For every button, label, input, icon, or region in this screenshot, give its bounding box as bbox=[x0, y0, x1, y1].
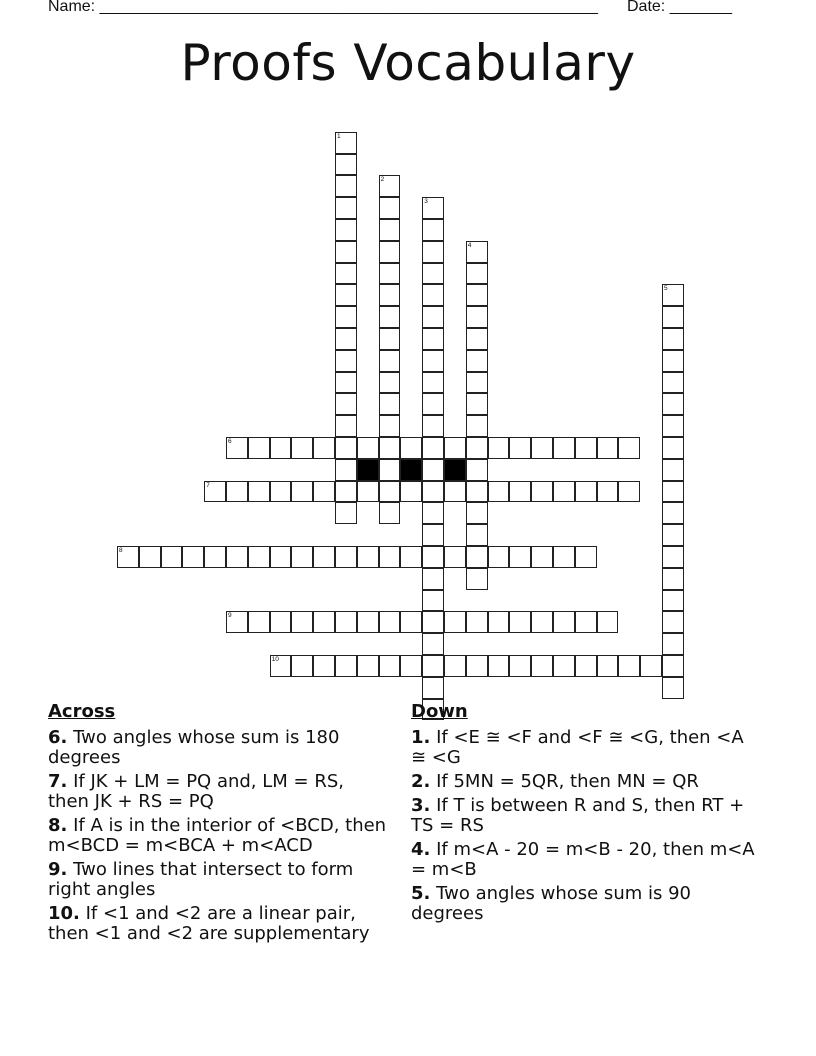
grid-cell[interactable] bbox=[291, 655, 313, 677]
grid-cell[interactable] bbox=[662, 590, 684, 612]
grid-cell[interactable] bbox=[662, 415, 684, 437]
grid-cell[interactable] bbox=[662, 611, 684, 633]
grid-cell[interactable] bbox=[379, 502, 401, 524]
clue-across-10 bbox=[48, 904, 388, 944]
grid-cell[interactable] bbox=[509, 437, 531, 459]
grid-cell[interactable] bbox=[488, 546, 510, 568]
cell-number: 9 bbox=[228, 612, 232, 620]
grid-cell[interactable] bbox=[379, 263, 401, 285]
grid-cell[interactable] bbox=[161, 546, 183, 568]
grid-cell[interactable] bbox=[553, 481, 575, 503]
grid-cell[interactable] bbox=[379, 197, 401, 219]
grid-cell[interactable] bbox=[400, 611, 422, 633]
grid-cell[interactable] bbox=[662, 372, 684, 394]
grid-cell[interactable] bbox=[357, 481, 379, 503]
clue-number: 8. bbox=[48, 815, 68, 836]
grid-cell[interactable] bbox=[466, 328, 488, 350]
grid-cell[interactable] bbox=[466, 372, 488, 394]
grid-block-cell bbox=[444, 459, 466, 481]
grid-cell[interactable] bbox=[379, 481, 401, 503]
grid-cell[interactable] bbox=[422, 284, 444, 306]
grid-cell[interactable] bbox=[618, 655, 640, 677]
grid-cell[interactable] bbox=[357, 611, 379, 633]
grid-cell[interactable] bbox=[357, 437, 379, 459]
grid-cell[interactable] bbox=[248, 437, 270, 459]
clue-text: If JK + LM = PQ and, LM = RS, then JK + RS = PQ bbox=[48, 771, 344, 812]
grid-cell[interactable] bbox=[313, 655, 335, 677]
grid-cell[interactable] bbox=[422, 568, 444, 590]
grid-cell[interactable] bbox=[488, 481, 510, 503]
name-field-label: Name: ________________________________________________________ bbox=[48, 0, 598, 15]
grid-cell[interactable] bbox=[335, 132, 357, 154]
clue-number: 10. bbox=[48, 903, 80, 924]
grid-cell[interactable] bbox=[466, 306, 488, 328]
grid-cell[interactable] bbox=[335, 655, 357, 677]
clue-text: If <1 and <2 are a linear pair, then <1 and <2 are supplementary bbox=[48, 903, 370, 944]
across-heading: Across bbox=[48, 701, 116, 722]
grid-cell[interactable] bbox=[553, 611, 575, 633]
clue-across-9 bbox=[48, 860, 388, 900]
grid-cell[interactable] bbox=[291, 611, 313, 633]
grid-cell[interactable] bbox=[422, 372, 444, 394]
grid-cell[interactable] bbox=[466, 415, 488, 437]
grid-cell[interactable] bbox=[422, 263, 444, 285]
grid-cell[interactable] bbox=[226, 546, 248, 568]
grid-cell[interactable] bbox=[466, 524, 488, 546]
grid-cell[interactable] bbox=[422, 306, 444, 328]
grid-cell[interactable] bbox=[379, 611, 401, 633]
grid-cell[interactable] bbox=[335, 437, 357, 459]
clue-number: 9. bbox=[48, 859, 68, 880]
grid-cell[interactable] bbox=[139, 546, 161, 568]
grid-cell[interactable] bbox=[466, 241, 488, 263]
clue-across-8 bbox=[48, 816, 388, 856]
grid-cell[interactable] bbox=[400, 546, 422, 568]
grid-cell[interactable] bbox=[444, 611, 466, 633]
grid-cell[interactable] bbox=[335, 546, 357, 568]
grid-cell[interactable] bbox=[335, 197, 357, 219]
grid-cell[interactable] bbox=[662, 350, 684, 372]
grid-cell[interactable] bbox=[226, 437, 248, 459]
grid-cell[interactable] bbox=[270, 655, 292, 677]
down-clues bbox=[411, 702, 756, 928]
grid-cell[interactable] bbox=[575, 611, 597, 633]
grid-cell[interactable] bbox=[422, 219, 444, 241]
clue-down-5 bbox=[411, 884, 756, 924]
grid-cell[interactable] bbox=[531, 437, 553, 459]
grid-cell[interactable] bbox=[444, 655, 466, 677]
grid-cell[interactable] bbox=[662, 284, 684, 306]
grid-cell[interactable] bbox=[618, 481, 640, 503]
grid-cell[interactable] bbox=[640, 655, 662, 677]
grid-cell[interactable] bbox=[662, 306, 684, 328]
clue-number: 3. bbox=[411, 795, 431, 816]
grid-cell[interactable] bbox=[422, 328, 444, 350]
grid-cell[interactable] bbox=[531, 546, 553, 568]
clue-text: Two angles whose sum is 90 degrees bbox=[411, 883, 691, 924]
grid-cell[interactable] bbox=[422, 524, 444, 546]
grid-cell[interactable] bbox=[379, 175, 401, 197]
grid-cell[interactable] bbox=[379, 655, 401, 677]
cell-number: 7 bbox=[206, 481, 210, 489]
grid-cell[interactable] bbox=[488, 611, 510, 633]
grid-cell[interactable] bbox=[531, 481, 553, 503]
grid-cell[interactable] bbox=[466, 350, 488, 372]
grid-cell[interactable] bbox=[226, 481, 248, 503]
grid-cell[interactable] bbox=[379, 219, 401, 241]
grid-cell[interactable] bbox=[335, 611, 357, 633]
grid-cell[interactable] bbox=[379, 328, 401, 350]
clue-down-2 bbox=[411, 772, 756, 792]
grid-cell[interactable] bbox=[662, 633, 684, 655]
clue-across-6 bbox=[48, 728, 388, 768]
grid-cell[interactable] bbox=[422, 677, 444, 699]
puzzle-title: Proofs Vocabulary bbox=[180, 34, 636, 92]
grid-cell[interactable] bbox=[662, 393, 684, 415]
grid-cell[interactable] bbox=[466, 546, 488, 568]
grid-cell[interactable] bbox=[422, 437, 444, 459]
grid-cell[interactable] bbox=[270, 437, 292, 459]
grid-cell[interactable] bbox=[422, 502, 444, 524]
cell-number: 2 bbox=[380, 176, 385, 184]
grid-cell[interactable] bbox=[182, 546, 204, 568]
cell-number: 8 bbox=[119, 547, 123, 554]
grid-cell[interactable] bbox=[466, 481, 488, 503]
grid-cell[interactable] bbox=[466, 284, 488, 306]
grid-cell[interactable] bbox=[117, 546, 139, 568]
grid-cell[interactable] bbox=[248, 481, 270, 503]
grid-cell[interactable] bbox=[379, 372, 401, 394]
grid-cell[interactable] bbox=[379, 306, 401, 328]
grid-cell[interactable] bbox=[662, 437, 684, 459]
grid-cell[interactable] bbox=[400, 655, 422, 677]
grid-cell[interactable] bbox=[400, 437, 422, 459]
grid-cell[interactable] bbox=[553, 546, 575, 568]
grid-cell[interactable] bbox=[313, 481, 335, 503]
grid-cell[interactable] bbox=[313, 437, 335, 459]
grid-cell[interactable] bbox=[597, 655, 619, 677]
grid-cell[interactable] bbox=[597, 437, 619, 459]
grid-cell[interactable] bbox=[379, 241, 401, 263]
grid-cell[interactable] bbox=[422, 197, 444, 219]
grid-cell[interactable] bbox=[531, 611, 553, 633]
clue-text: If T is between R and S, then RT + TS = RS bbox=[411, 795, 745, 836]
grid-cell[interactable] bbox=[488, 655, 510, 677]
clue-text: If A is in the interior of <BCD, then m<BCD = m<BCA + m<ACD bbox=[48, 815, 387, 856]
date-field-label: Date: _______ bbox=[627, 0, 732, 15]
grid-block-cell bbox=[400, 459, 422, 481]
grid-cell[interactable] bbox=[379, 459, 401, 481]
grid-cell[interactable] bbox=[466, 611, 488, 633]
grid-cell[interactable] bbox=[422, 415, 444, 437]
clue-number: 1. bbox=[411, 727, 431, 748]
grid-cell[interactable] bbox=[466, 568, 488, 590]
grid-cell[interactable] bbox=[553, 437, 575, 459]
grid-cell[interactable] bbox=[379, 284, 401, 306]
grid-cell[interactable] bbox=[662, 568, 684, 590]
grid-cell[interactable] bbox=[509, 655, 531, 677]
clue-down-3 bbox=[411, 796, 756, 836]
grid-cell[interactable] bbox=[226, 611, 248, 633]
grid-cell[interactable] bbox=[270, 481, 292, 503]
clue-number: 5. bbox=[411, 883, 431, 904]
grid-cell[interactable] bbox=[662, 655, 684, 677]
grid-cell[interactable] bbox=[291, 437, 313, 459]
clue-down-4 bbox=[411, 840, 756, 880]
grid-cell[interactable] bbox=[509, 481, 531, 503]
across-clues bbox=[48, 702, 388, 948]
grid-cell[interactable] bbox=[335, 372, 357, 394]
grid-cell[interactable] bbox=[422, 611, 444, 633]
grid-cell[interactable] bbox=[204, 481, 226, 503]
grid-cell[interactable] bbox=[466, 393, 488, 415]
grid-cell[interactable] bbox=[444, 546, 466, 568]
grid-cell[interactable] bbox=[618, 437, 640, 459]
grid-cell[interactable] bbox=[553, 655, 575, 677]
grid-cell[interactable] bbox=[357, 655, 379, 677]
grid-cell[interactable] bbox=[335, 219, 357, 241]
grid-cell[interactable] bbox=[466, 437, 488, 459]
grid-cell[interactable] bbox=[488, 437, 510, 459]
grid-cell[interactable] bbox=[335, 306, 357, 328]
grid-cell[interactable] bbox=[662, 502, 684, 524]
grid-cell[interactable] bbox=[466, 263, 488, 285]
grid-cell[interactable] bbox=[248, 546, 270, 568]
grid-cell[interactable] bbox=[466, 655, 488, 677]
grid-cell[interactable] bbox=[335, 502, 357, 524]
grid-cell[interactable] bbox=[662, 459, 684, 481]
grid-cell[interactable] bbox=[422, 393, 444, 415]
clue-down-1 bbox=[411, 728, 756, 768]
grid-cell[interactable] bbox=[575, 437, 597, 459]
clue-text: Two angles whose sum is 180 degrees bbox=[48, 727, 340, 768]
cell-number: 4 bbox=[467, 241, 472, 249]
clue-text: If <E ≅ <F and <F ≅ <G, then <A ≅ <G bbox=[411, 727, 744, 768]
grid-cell[interactable] bbox=[575, 655, 597, 677]
grid-cell[interactable] bbox=[662, 481, 684, 503]
grid-cell[interactable] bbox=[335, 175, 357, 197]
grid-cell[interactable] bbox=[379, 350, 401, 372]
clue-text: If m<A - 20 = m<B - 20, then m<A = m<B bbox=[411, 839, 755, 880]
grid-cell[interactable] bbox=[444, 481, 466, 503]
grid-cell[interactable] bbox=[379, 546, 401, 568]
grid-cell[interactable] bbox=[379, 393, 401, 415]
grid-cell[interactable] bbox=[531, 655, 553, 677]
grid-cell[interactable] bbox=[291, 546, 313, 568]
grid-cell[interactable] bbox=[597, 481, 619, 503]
clue-text: If 5MN = 5QR, then MN = QR bbox=[436, 771, 699, 792]
grid-cell[interactable] bbox=[313, 611, 335, 633]
grid-cell[interactable] bbox=[335, 481, 357, 503]
grid-cell[interactable] bbox=[204, 546, 226, 568]
grid-cell[interactable] bbox=[357, 546, 379, 568]
grid-cell[interactable] bbox=[662, 677, 684, 699]
grid-cell[interactable] bbox=[422, 655, 444, 677]
grid-cell[interactable] bbox=[662, 524, 684, 546]
clue-text: Two lines that intersect to form right angles bbox=[48, 859, 354, 900]
grid-cell[interactable] bbox=[335, 415, 357, 437]
grid-cell[interactable] bbox=[662, 328, 684, 350]
grid-cell[interactable] bbox=[248, 611, 270, 633]
grid-cell[interactable] bbox=[422, 633, 444, 655]
grid-cell[interactable] bbox=[466, 502, 488, 524]
grid-cell[interactable] bbox=[422, 590, 444, 612]
grid-cell[interactable] bbox=[335, 154, 357, 176]
grid-cell[interactable] bbox=[422, 546, 444, 568]
grid-cell[interactable] bbox=[335, 350, 357, 372]
grid-cell[interactable] bbox=[335, 263, 357, 285]
grid-cell[interactable] bbox=[335, 241, 357, 263]
grid-cell[interactable] bbox=[662, 546, 684, 568]
grid-cell[interactable] bbox=[335, 393, 357, 415]
grid-cell[interactable] bbox=[422, 350, 444, 372]
clue-number: 4. bbox=[411, 839, 431, 860]
grid-cell[interactable] bbox=[335, 284, 357, 306]
cell-number: 6 bbox=[228, 438, 232, 445]
clue-across-7 bbox=[48, 772, 388, 812]
grid-cell[interactable] bbox=[335, 328, 357, 350]
grid-cell[interactable] bbox=[509, 546, 531, 568]
grid-block-cell bbox=[357, 459, 379, 481]
grid-cell[interactable] bbox=[400, 481, 422, 503]
grid-cell[interactable] bbox=[444, 437, 466, 459]
grid-cell[interactable] bbox=[291, 481, 313, 503]
clue-number: 2. bbox=[411, 771, 431, 792]
grid-cell[interactable] bbox=[422, 241, 444, 263]
clue-number: 6. bbox=[48, 727, 68, 748]
down-heading: Down bbox=[411, 701, 468, 722]
grid-cell[interactable] bbox=[597, 611, 619, 633]
grid-cell[interactable] bbox=[379, 437, 401, 459]
grid-cell[interactable] bbox=[422, 459, 444, 481]
cell-number: 1 bbox=[337, 132, 341, 140]
grid-cell[interactable] bbox=[270, 611, 292, 633]
grid-cell[interactable] bbox=[575, 481, 597, 503]
clue-number: 7. bbox=[48, 771, 68, 792]
grid-cell[interactable] bbox=[509, 611, 531, 633]
cell-number: 10 bbox=[271, 656, 279, 663]
grid-cell[interactable] bbox=[575, 546, 597, 568]
grid-cell[interactable] bbox=[335, 459, 357, 481]
grid-cell[interactable] bbox=[422, 481, 444, 503]
cell-number: 5 bbox=[664, 285, 668, 293]
grid-cell[interactable] bbox=[379, 415, 401, 437]
grid-cell[interactable] bbox=[466, 459, 488, 481]
cell-number: 3 bbox=[424, 198, 428, 206]
grid-cell[interactable] bbox=[313, 546, 335, 568]
grid-cell[interactable] bbox=[270, 546, 292, 568]
